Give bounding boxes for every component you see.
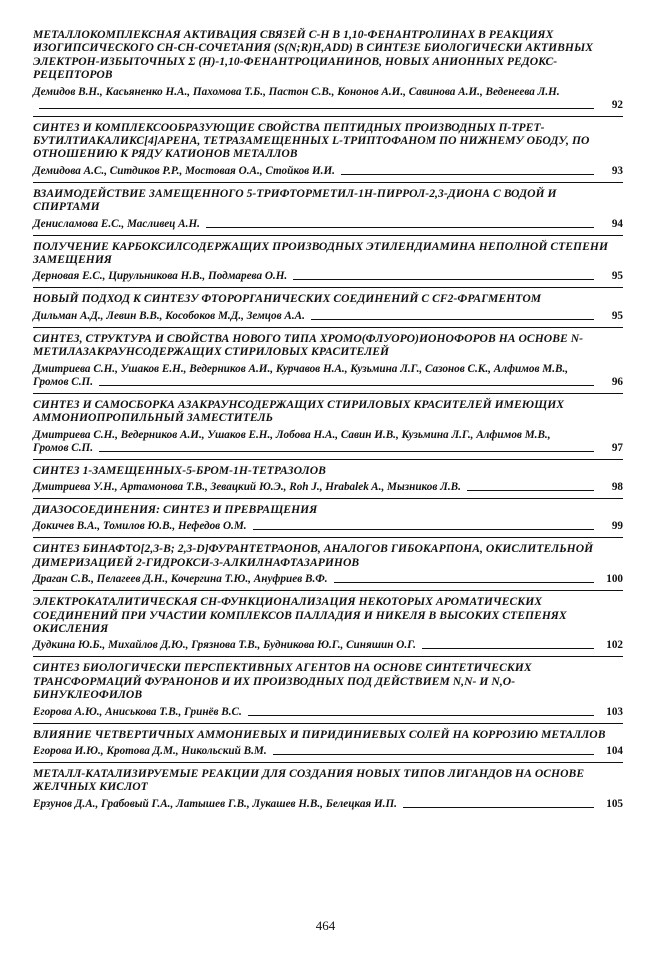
separator [33,459,623,460]
entry-authors: Денисламова Е.С., Масливец А.Н. [33,217,200,230]
entry-page: 96 [611,375,623,388]
separator [33,656,623,657]
entry-authors: Дмитриева С.Н., Ушаков Е.Н., Ведерников А.И., Курчавов Н.А., Кузьмина Л.Г., Сазонов С.К., Алфимов М.В., [33,362,569,375]
toc-entry [33,187,623,231]
leader-line [39,108,594,109]
toc-entry [33,398,623,455]
entry-page: 99 [611,520,623,533]
leader-line [422,648,594,649]
separator [33,762,623,763]
entry-title: ДИАЗОСОЕДИНЕНИЯ: СИНТЕЗ И ПРЕВРАЩЕНИЯ [33,502,318,516]
separator [33,723,623,724]
entry-title: СИНТЕЗ БИНАФТО[2,3-B; 2,3-D]ФУРАНТЕТРАОНОВ, АНАЛОГОВ ГИБОКАРПОНА, ОКИСЛИТЕЛЬНОЙ ДИМЕРИЗАЦИЕЙ 2-ГИДРОКСИ-3-АЛКИЛНАФТАЗАРИНОВ [33,542,594,569]
entry-page: 95 [611,270,623,283]
entry-title: СИНТЕЗ И КОМПЛЕКСООБРАЗУЮЩИЕ СВОЙСТВА ПЕПТИДНЫХ ПРОИЗВОДНЫХ П-ТРЕТ-БУТИЛТИАКАЛИКС[4]АРЕНА, ТЕТРАЗАМЕЩЕННЫХ L-ТРИПТОФАНОМ ПО НИЖНЕМУ ОБОДУ, ПО ОТНОШЕНИЮ К РЯДУ КАТИОНОВ МЕТАЛЛОВ [33,120,590,161]
entry-authors: Егорова И.Ю., Кротова Д.М., Никольский В.М. [33,744,267,757]
entry-page: 100 [606,573,623,586]
entry-title: СИНТЕЗ, СТРУКТУРА И СВОЙСТВА НОВОГО ТИПА ХРОМО(ФЛУОРО)ИОНОФОРОВ НА ОСНОВЕ N-МЕТИЛАЗАКРАУНСОДЕРЖАЩИХ СТИРИЛОВЫХ КРАСИТЕЛЕЙ [33,331,584,359]
entry-page: 92 [611,98,623,111]
entry-authors-continued: Громов С.П. [33,375,94,388]
toc-entry [33,332,623,389]
entry-authors: Дмитриева С.Н., Ведерников А.И., Ушаков Е.Н., Лобова Н.А., Савин И.В., Кузьмина Л.Г., Алфимов М.В., [33,428,551,441]
entry-page: 105 [606,797,623,810]
entry-page: 94 [611,217,623,230]
separator [33,116,623,117]
entry-page: 98 [611,480,623,493]
entry-title: МЕТАЛЛОКОМПЛЕКСНАЯ АКТИВАЦИЯ СВЯЗЕЙ C-H В 1,10-ФЕНАНТРОЛИНАХ В РЕАКЦИЯХ ИЗОГИПСИЧЕСКОГО CH-CH-СОЧЕТАНИЯ (S(N;R)H,ADD) В СИНТЕЗЕ БИОЛОГИЧЕСКИ АКТИВНЫХ ЭЛЕКТРОН-ИЗБЫТОЧНЫХ Σ (H)-1,10-ФЕНАНТРОЦИАНИНОВ, НОВЫХ АНИОННЫХ РЕДОКС-РЕЦЕПТОРОВ [33,28,594,82]
leader-line [341,174,594,175]
leader-line [334,582,594,583]
entry-title: ВЗАИМОДЕЙСТВИЕ ЗАМЕЩЕННОГО 5-ТРИФТОРМЕТИЛ-1Н-ПИРРОЛ-2,3-ДИОНА С ВОДОЙ И СПИРТАМИ [33,186,557,214]
entry-authors: Драган С.В., Пелагеев Д.Н., Кочергина Т.Ю., Ануфриев В.Ф. [33,573,328,586]
leader-line [99,451,594,452]
entry-authors: Дмитриева У.Н., Артамонова Т.В., Зевацкий Ю.Э., Roh J., Hrabalek A., Мызников Л.В. [33,480,461,493]
entry-authors: Дудкина Ю.Б., Михайлов Д.Ю., Грязнова Т.В., Будникова Ю.Г., Синяшин О.Г. [33,639,416,652]
entry-title: ВЛИЯНИЕ ЧЕТВЕРТИЧНЫХ АММОНИЕВЫХ И ПИРИДИНИЕВЫХ СОЛЕЙ НА КОРРОЗИЮ МЕТАЛЛОВ [33,727,606,741]
separator [33,537,623,538]
entry-authors: Егорова А.Ю., Аниськова Т.В., Гринёв В.С. [33,705,242,718]
toc-entry [33,121,623,178]
toc-entry [33,767,623,811]
toc-entry [33,542,623,586]
entry-title: СИНТЕЗ И САМОСБОРКА АЗАКРАУНСОДЕРЖАЩИХ СТИРИЛОВЫХ КРАСИТЕЛЕЙ ИМЕЮЩИХ АММОНИОПРОПИЛЬНЫЙ ЗАМЕСТИТЕЛЬ [33,397,565,425]
separator [33,235,623,236]
toc-entry [33,240,623,284]
toc-entry [33,28,623,112]
toc-entry [33,292,623,322]
leader-line [403,807,594,808]
page-number: 464 [315,918,336,933]
entry-authors: Ерзунов Д.А., Грабовый Г.А., Латышев Г.В., Лукашев Н.В., Белецкая И.П. [33,797,397,810]
table-of-contents [33,28,623,811]
leader-line [99,385,594,386]
toc-entry [33,503,623,533]
toc-entry [33,661,623,718]
entry-page: 103 [606,705,623,718]
entry-title: СИНТЕЗ 1-ЗАМЕЩЕННЫХ-5-БРОМ-1Н-ТЕТРАЗОЛОВ [33,463,326,477]
leader-line [311,319,594,320]
leader-line [206,227,594,228]
entry-page: 95 [611,309,623,322]
leader-line [273,754,594,755]
leader-line [253,529,594,530]
entry-authors-continued: Громов С.П. [33,441,94,454]
leader-line [248,715,594,716]
toc-entry [33,464,623,494]
leader-line [293,279,594,280]
toc-entry [33,728,623,758]
separator [33,327,623,328]
separator [33,498,623,499]
entry-title: МЕТАЛЛ-КАТАЛИЗИРУЕМЫЕ РЕАКЦИИ ДЛЯ СОЗДАНИЯ НОВЫХ ТИПОВ ЛИГАНДОВ НА ОСНОВЕ ЖЕЛЧНЫХ КИСЛОТ [33,766,585,794]
entry-authors: Дерновая Е.С., Цирульникова Н.В., Подмарева О.Н. [33,270,288,283]
entry-title: ЭЛЕКТРОКАТАЛИТИЧЕСКАЯ CH-ФУНКЦИОНАЛИЗАЦИЯ НЕКОТОРЫХ АРОМАТИЧЕСКИХ СОЕДИНЕНИЙ ПРИ УЧАСТИИ КОМПЛЕКСОВ ПАЛЛАДИЯ И НИКЕЛЯ В ВЫСОКИХ СТЕПЕНЯХ ОКИСЛЕНИЯ [33,595,567,635]
entry-authors: Демидов В.Н., Касьяненко Н.А., Пахомова Т.Б., Пастон С.В., Кононов А.И., Савинова А.И., Веденеева Л.Н. [33,85,560,98]
toc-entry [33,595,623,652]
entry-page: 104 [606,744,623,757]
entry-page: 97 [611,441,623,454]
separator [33,287,623,288]
entry-page: 93 [611,164,623,177]
separator [33,393,623,394]
entry-title: ПОЛУЧЕНИЕ КАРБОКСИЛСОДЕРЖАЩИХ ПРОИЗВОДНЫХ ЭТИЛЕНДИАМИНА НЕПОЛНОЙ СТЕПЕНИ ЗАМЕЩЕНИЯ [33,239,609,267]
leader-line [467,490,594,491]
separator [33,590,623,591]
entry-authors: Дильман А.Д., Левин В.В., Кособоков М.Д., Земцов А.А. [33,309,305,322]
entry-page: 102 [606,639,623,652]
entry-authors: Демидова А.С., Ситдиков Р.Р., Мостовая О.А., Стойков И.И. [33,164,335,177]
separator [33,182,623,183]
entry-title: СИНТЕЗ БИОЛОГИЧЕСКИ ПЕРСПЕКТИВНЫХ АГЕНТОВ НА ОСНОВЕ СИНТЕТИЧЕСКИХ ТРАНСФОРМАЦИЙ ФУРАНОНОВ И ИХ ПРОИЗВОДНЫХ ПОД ДЕЙСТВИЕМ N,N- И N,O-БИНУКЛЕОФИЛОВ [33,661,532,702]
entry-title: НОВЫЙ ПОДХОД К СИНТЕЗУ ФТОРОРГАНИЧЕСКИХ СОЕДИНЕНИЙ С CF2-ФРАГМЕНТОМ [33,292,542,306]
entry-authors: Докичев В.А., Томилов Ю.В., Нефедов О.М. [33,520,247,533]
